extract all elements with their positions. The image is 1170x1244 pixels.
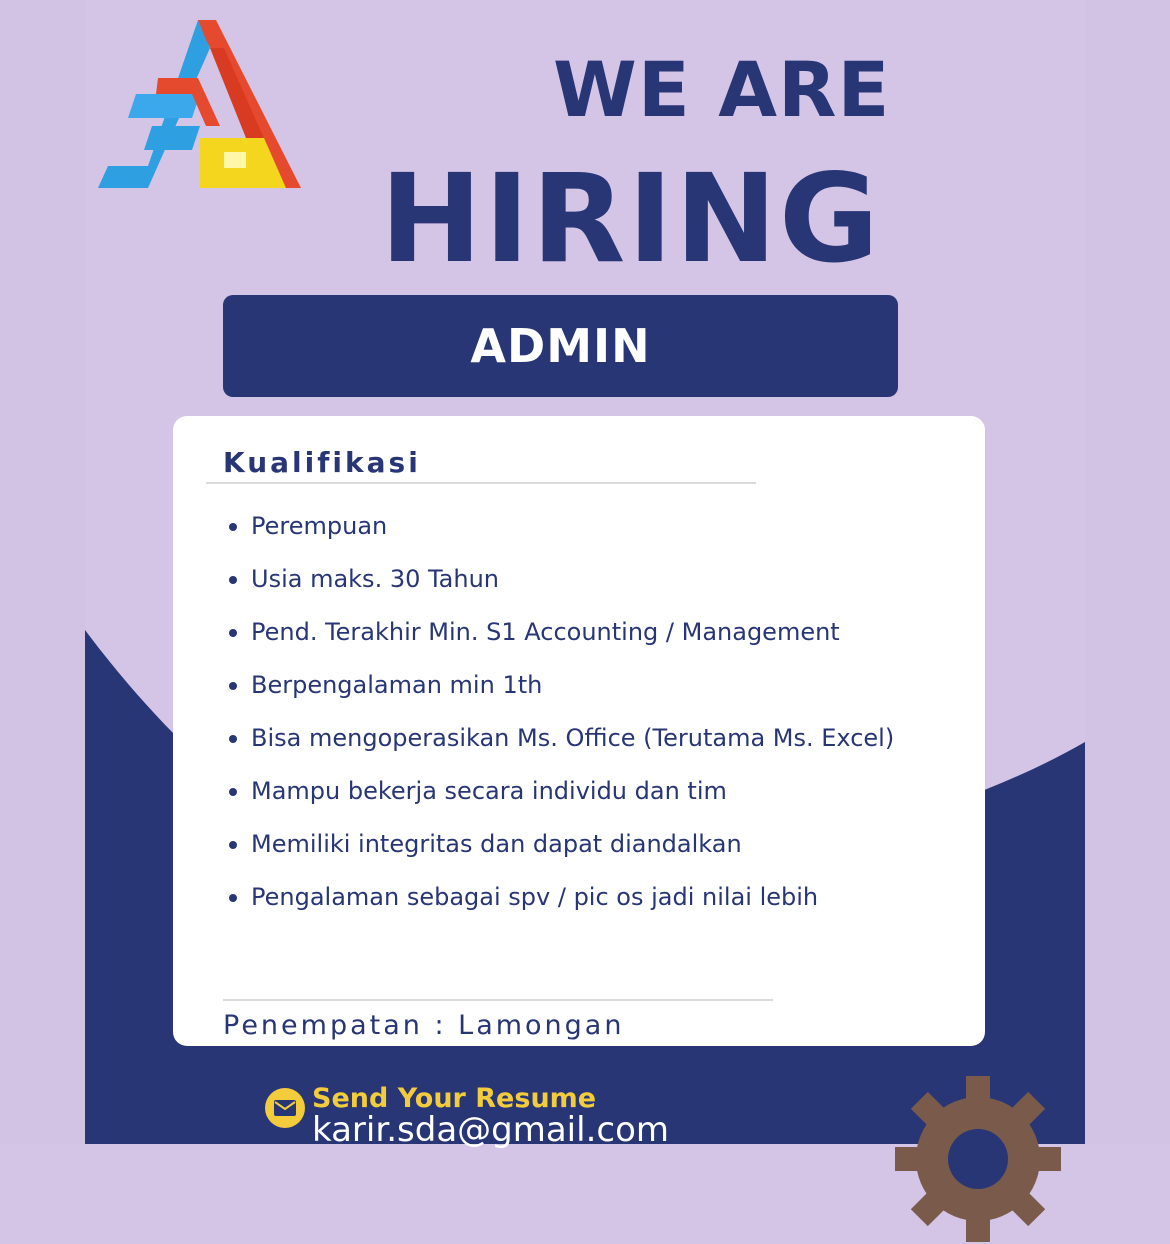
- divider: [223, 999, 773, 1001]
- qualifications-card: [173, 416, 985, 1046]
- qualification-item: Memiliki integritas dan dapat diandalkan: [229, 830, 894, 883]
- qualification-item: Bisa mengoperasikan Ms. Office (Terutama Ms. Excel): [229, 724, 894, 777]
- divider: [206, 482, 756, 484]
- qualification-item: Usia maks. 30 Tahun: [229, 565, 894, 618]
- qualification-item: Perempuan: [229, 512, 894, 565]
- send-resume-label: Send Your Resume: [312, 1083, 597, 1114]
- headline-hiring: HIRING: [380, 148, 882, 290]
- role-title: ADMIN: [470, 319, 651, 373]
- qualifications-list: [229, 512, 894, 936]
- role-banner: [223, 295, 898, 397]
- contact-email[interactable]: karir.sda@gmail.com: [312, 1110, 669, 1150]
- mail-icon: [265, 1088, 305, 1128]
- gear-icon: [893, 1074, 1063, 1244]
- headline-we-are: WE ARE: [553, 45, 891, 134]
- qualifications-title: Kualifikasi: [223, 446, 421, 479]
- qualification-item: Pend. Terakhir Min. S1 Accounting / Management: [229, 618, 894, 671]
- qualification-item: Berpengalaman min 1th: [229, 671, 894, 724]
- qualification-item: Mampu bekerja secara individu dan tim: [229, 777, 894, 830]
- placement-location: Penempatan : Lamongan: [223, 1010, 625, 1041]
- qualification-item: Pengalaman sebagai spv / pic os jadi nilai lebih: [229, 883, 894, 936]
